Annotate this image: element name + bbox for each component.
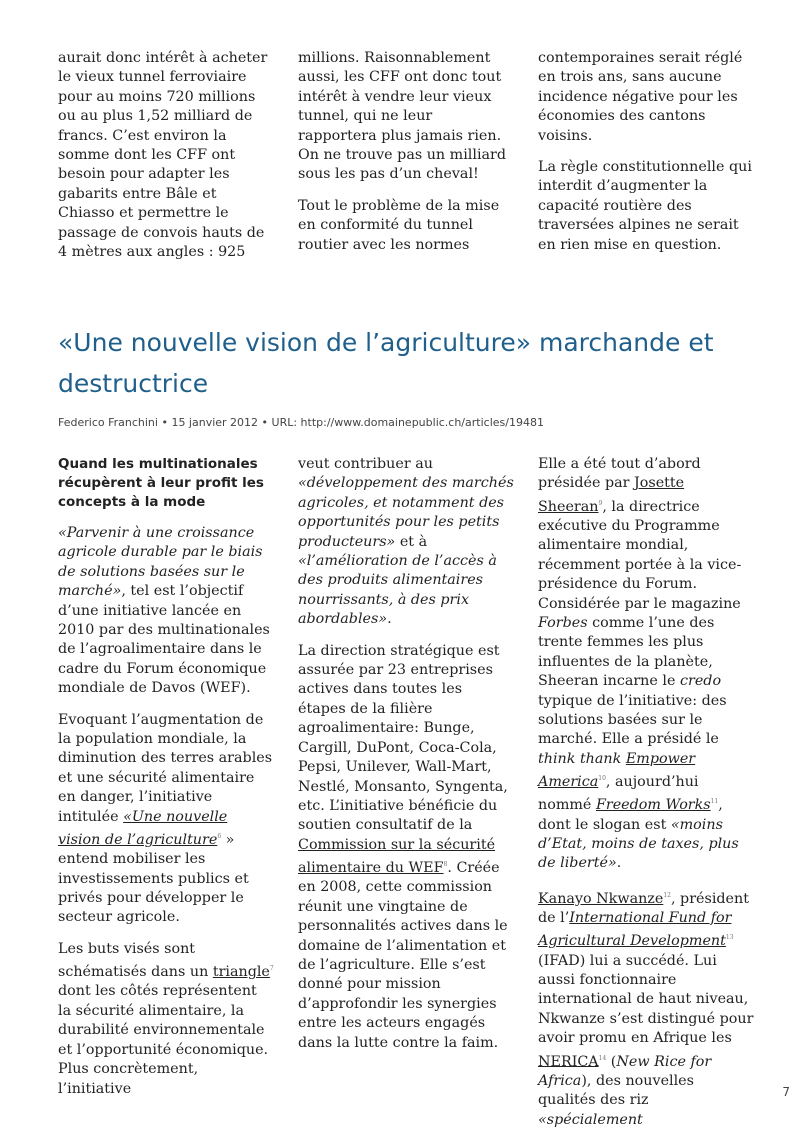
link-nouvelle-vision[interactable]: «Une nouvelle vision de l’agriculture [58, 808, 228, 848]
footnote-marker: 6 [217, 833, 222, 841]
footnote-marker: 12 [663, 891, 671, 899]
link-nerica[interactable]: NERICA [538, 1053, 599, 1070]
prev-article-paragraph: La règle constitutionnelle qui interdit d’augmenter la capacité routière des traversées alpines ne serait en rien mise en question. [538, 159, 752, 253]
quote: «Parvenir à une croissance agricole durable par le biais de solutions basées sur le marché» [58, 525, 263, 600]
link-triangle[interactable]: triangle [212, 964, 270, 981]
article-paragraph: Les buts visés sont schématisés dans un triangle$^7$ dont les côtés représentent la sécurité alimentaire, la durabilité environnementale et l’opportunité économique. Plus concrètement, l’initiative [58, 940, 274, 1097]
quote: «spécialement [538, 1111, 643, 1128]
page-number: 7 [782, 1085, 790, 1099]
link-ifad[interactable]: International Fund for Agricultural Development [538, 910, 732, 950]
prev-article-paragraph: Tout le problème de la mise en conformité du tunnel routier avec les normes [298, 197, 500, 253]
footnote-marker: 10 [598, 775, 606, 783]
article-paragraph: La direction stratégique est assurée par 23 entreprises actives dans toutes les étapes de la filière agroalimentaire: Bunge, Cargill, DuPont, Coca-Cola, Pepsi, Unilever, Wall-Mart, Nestlé, Monsanto, Syngenta, etc. L’initiative bénéficie du soutien consultatif de la Commission sur la sécurité alimentaire du WEF$^8$. Créée en 2008, cette commission réunit une vingtaine de personnalités actives dans le domaine de l’alimentation et de l’agriculture. Elle s’est donné pour mission d’approfondir les synergies entre les acteurs engagés dans la lutte contre la faim. [298, 642, 508, 1051]
article-column-2 [298, 455, 514, 1065]
footnote-marker: 7 [269, 965, 274, 973]
article-paragraph: Evoquant l’augmentation de la population mondiale, la diminution des terres arables et une sécurité alimentaire en danger, l’initiative intitulée «Une nouvelle vision de l’agriculture$^6$ » entend mobiliser les investissements publics et privés pour développer le secteur agricole. [58, 711, 273, 926]
link-kanayo-nkwanze[interactable]: Kanayo Nkwanze [538, 890, 664, 907]
quote: «moins d’Etat, moins de taxes, plus de liberté» [538, 816, 739, 872]
article-paragraph: «Parvenir à une croissance agricole durable par le biais de solutions basées sur le marché», tel est l’objectif d’une initiative lancée en 2010 par des multinationales de l’agroalimentaire dans le cadre du Forum économique mondiale de Davos (WEF). [58, 525, 270, 697]
quote: «développement des marchés agricoles, et notamment des opportunités pour les petits producteurs» [298, 475, 514, 550]
prev-article-paragraph: aurait donc intérêt à acheter le vieux tunnel ferroviaire pour au moins 720 millions ou au plus 1,52 milliard de francs. C’est environ la somme dont les CFF ont besoin pour adapter les gabarits entre Bâle et Chiasso et permettre le passage de convois hauts de 4 mètres aux angles : 925 [58, 50, 268, 261]
quote: «l’amélioration de l’accès à des produits alimentaires nourrissants, à des prix abordables» [298, 553, 497, 628]
footnote-marker: 13 [725, 934, 734, 942]
article-column-1 [58, 455, 274, 1111]
footnote-marker: 9 [598, 499, 603, 507]
footnote-marker: 8 [443, 861, 448, 869]
link-commission-wef[interactable]: Commission sur la sécurité alimentaire du WEF [298, 836, 496, 876]
article-title: «Une nouvelle vision de l’agriculture» marchande et destructrice [58, 328, 714, 398]
article-subheading: Quand les multinationales récupèrent à leur profit les concepts à la mode [58, 456, 264, 510]
prev-article-paragraph: millions. Raisonnablement aussi, les CFF ont donc tout intérêt à vendre leur vieux tunnel, qui ne leur rapportera plus jamais rien. On ne trouve pas un milliard sous les pas d’un cheval! [298, 50, 507, 183]
footnote-marker: 11 [710, 798, 719, 806]
article-paragraph: Kanayo Nkwanze$^{12}$, président de l’International Fund for Agricultural Development$^{13}$ (IFAD) lui a succédé. Lui aussi fonctionnaire international de haut niveau, Nkwanze s’est distingué pour avoir promu en Afrique les NERICA$^{14}$ (New Rice for Africa), des nouvelles qualités des riz «spécialement [538, 890, 754, 1128]
article-column-3 [538, 455, 754, 1142]
link-freedom-works[interactable]: Freedom Works [595, 797, 711, 814]
prev-article-column-2 [298, 49, 514, 267]
article-paragraph: veut contribuer au «développement des marchés agricoles, et notamment des opportunités pour les petits producteurs» et à «l’amélioration de l’accès à des produits alimentaires nourrissants, à des prix abordables». [298, 456, 514, 628]
prev-article-column-3 [538, 49, 754, 267]
prev-article-column-1 [58, 49, 274, 274]
article-byline: Federico Franchini • 15 janvier 2012 • URL: http://www.domainepublic.ch/articles/19481 [58, 416, 544, 429]
link-empower-america[interactable]: Empower America [538, 750, 696, 791]
prev-article-paragraph: contemporaines serait réglé en trois ans, sans aucune incidence négative pour les économies des cantons voisins. [538, 50, 743, 144]
link-josette-sheeran[interactable]: Josette Sheeran [538, 475, 685, 515]
footnote-marker: 14 [598, 1054, 607, 1062]
article-paragraph: Elle a été tout d’abord présidée par Josette Sheeran$^9$, la directrice exécutive du Programme alimentaire mondial, récemment portée à la vice-présidence du Forum. Considérée par le magazine Forbes comme l’une des trente femmes les plus influentes de la planète, Sheeran incarne le credo typique de l’initiative: des solutions basées sur le marché. Elle a présidé le think thank Empower America$^{10}$, aujourd’hui nommé Freedom Works$^{11}$, dont le slogan est «moins d’Etat, moins de taxes, plus de liberté». [538, 456, 742, 872]
